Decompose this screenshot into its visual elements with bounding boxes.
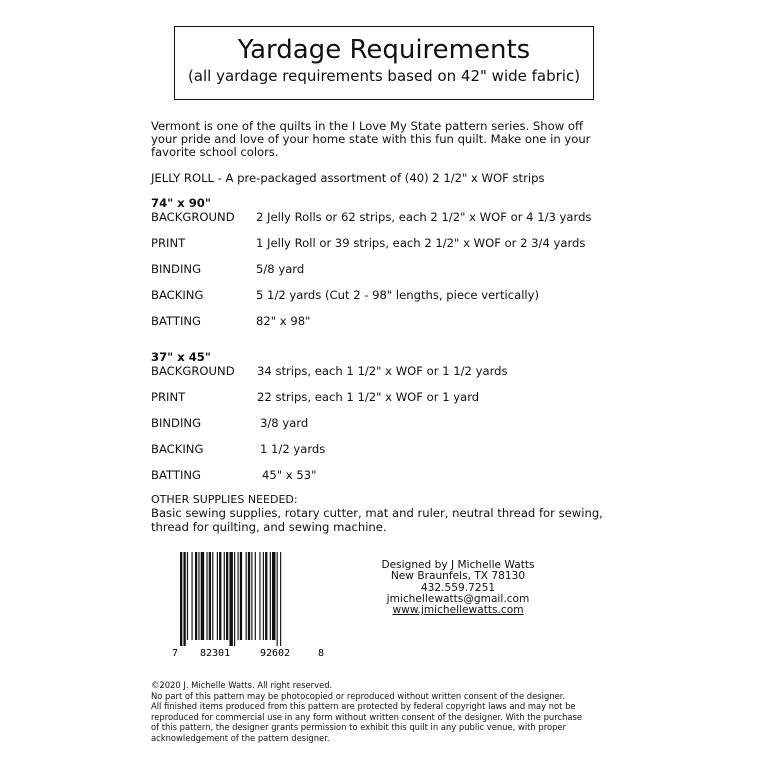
row-label-backing: BACKING <box>151 442 204 456</box>
barcode-bar <box>212 552 213 640</box>
barcode-bar <box>270 552 271 640</box>
barcode-bar <box>246 552 247 640</box>
designer-phone: 432.559.7251 <box>420 581 496 594</box>
barcode-bar <box>201 552 204 640</box>
row-value-print: 1 Jelly Roll or 39 strips, each 2 1/2" x WOF or 2 3/4 yards <box>256 236 586 250</box>
barcode-bar <box>280 552 281 646</box>
fine-print-line: reproduced for commercial use in any form without written consent of the designer. With the purchase <box>151 711 583 722</box>
row-value-backing: 1 1/2 yards <box>260 442 326 456</box>
barcode-bar <box>180 552 182 646</box>
designer-name: Designed by J Michelle Watts <box>381 559 535 571</box>
row-label-binding: BINDING <box>151 416 202 430</box>
barcode-bar <box>219 552 221 640</box>
row-value-binding: 3/8 yard <box>260 416 309 430</box>
row-value-print: 22 strips, each 1 1/2" x WOF or 1 yard <box>257 390 480 404</box>
barcode-bar <box>195 552 197 640</box>
barcode-digit-prefix: 7 <box>172 648 179 659</box>
barcode-bar <box>187 552 188 640</box>
size-heading: 37" x 45" <box>151 350 211 364</box>
barcode-bar <box>192 552 193 640</box>
intro-paragraph <box>151 120 590 160</box>
barcode-bar <box>224 552 225 640</box>
row-label-print: PRINT <box>151 236 186 250</box>
barcode-bar <box>248 552 250 640</box>
barcode-bar <box>255 552 256 640</box>
barcode-bar <box>209 552 211 640</box>
size-heading: 74" x 90" <box>151 196 211 210</box>
barcode-bar <box>183 552 185 646</box>
row-label-backing: BACKING <box>151 288 204 302</box>
row-value-binding: 5/8 yard <box>256 262 305 276</box>
row-label-background: BACKGROUND <box>151 210 235 224</box>
barcode-bar <box>263 552 264 640</box>
row-label-background: BACKGROUND <box>151 364 235 378</box>
barcode-bar <box>277 552 278 646</box>
fine-print-line: No part of this pattern may be photocopied or reproduced without written consent of the designer. <box>151 690 566 701</box>
barcode-bar <box>198 552 199 640</box>
barcode-bar <box>229 552 232 646</box>
fine-print-line: All finished items produced from this pattern are protected by federal copyright laws and may not be <box>151 701 576 712</box>
title-box <box>174 26 594 100</box>
other-supplies-line: thread for quilting, and sewing machine. <box>151 520 387 534</box>
designer-location: New Braunfels, TX 78130 <box>390 570 526 583</box>
jelly-roll-note: JELLY ROLL - A pre-packaged assortment of (40) 2 1/2" x WOF strips <box>151 171 545 185</box>
row-value-batting: 82" x 98" <box>256 314 311 328</box>
designer-website-link[interactable]: www.jmichellewatts.com <box>392 604 524 617</box>
intro-line: favorite school colors. <box>151 145 279 160</box>
barcode-bar <box>272 552 275 640</box>
row-label-batting: BATTING <box>151 468 202 482</box>
barcode-bar <box>206 552 207 640</box>
other-supplies-line: Basic sewing supplies, rotary cutter, mat and ruler, neutral thread for sewing, <box>151 506 603 520</box>
barcode-bar <box>217 552 218 640</box>
page-title: Yardage Requirements <box>237 35 531 65</box>
other-supplies-heading: OTHER SUPPLIES NEEDED: <box>151 493 298 506</box>
barcode-bar <box>265 552 267 640</box>
row-label-binding: BINDING <box>151 262 202 276</box>
fine-print-line: of this pattern, the designer grants permission to exhibit this quilt in any public venue, with proper <box>151 722 567 733</box>
barcode-bar <box>234 552 235 646</box>
designer-email[interactable]: jmichellewatts@gmail.com <box>386 592 530 605</box>
intro-line: Vermont is one of the quilts in the I Love My State pattern series. Show off <box>151 119 583 133</box>
barcode-digit-group: 92602 <box>260 648 291 659</box>
row-value-background: 2 Jelly Rolls or 62 strips, each 2 1/2" x WOF or 4 1/3 yards <box>256 210 592 224</box>
fine-print-line: ©2020 J. Michelle Watts. All right reserved. <box>151 680 333 690</box>
barcode-bar <box>259 552 260 640</box>
designer-contact <box>372 560 544 616</box>
row-label-print: PRINT <box>151 390 186 404</box>
barcode-bar <box>226 552 228 640</box>
row-value-background: 34 strips, each 1 1/2" x WOF or 1 1/2 yards <box>257 364 508 378</box>
intro-line: your pride and love of your home state with this fun quilt. Make one in your <box>151 132 591 147</box>
copyright-notice <box>151 680 582 744</box>
barcode-bar <box>251 552 252 640</box>
row-label-batting: BATTING <box>151 314 202 328</box>
row-value-backing: 5 1/2 yards (Cut 2 - 98" lengths, piece vertically) <box>256 288 540 302</box>
barcode-digit-group: 82301 <box>200 648 231 659</box>
barcode-bars <box>180 552 281 646</box>
barcode <box>170 550 330 660</box>
barcode-bar <box>238 552 239 640</box>
other-supplies-text <box>151 506 603 534</box>
row-value-batting: 45" x 53" <box>262 468 317 482</box>
page-subtitle: (all yardage requirements based on 42" wide fabric) <box>187 67 581 85</box>
fine-print-line: acknowledgement of the pattern designer. <box>151 732 330 743</box>
barcode-digit-suffix: 8 <box>318 648 325 659</box>
barcode-bar <box>240 552 242 640</box>
